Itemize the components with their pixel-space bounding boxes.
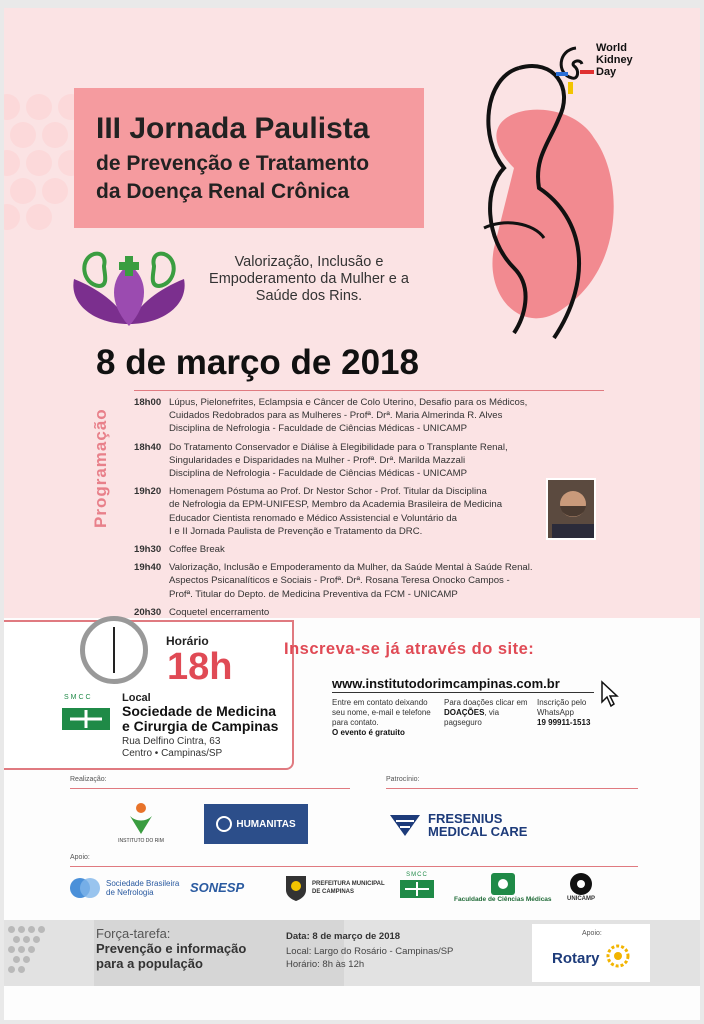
unicamp-logo: UNICAMP — [566, 872, 596, 902]
schedule-item: 19h30 Coffee Break — [134, 544, 225, 556]
sbn-logo: Sociedade Brasileira de Nefrologia — [68, 876, 179, 900]
smcc-small-icon — [400, 878, 434, 900]
schedule — [134, 396, 574, 624]
divider — [70, 788, 350, 789]
lotus-kidney-icon — [64, 234, 194, 334]
divider — [386, 788, 638, 789]
smcc-label: SMCC — [64, 694, 93, 701]
event-date: 8 de março de 2018 — [96, 343, 419, 382]
title-line-1: III Jornada Paulista — [96, 112, 370, 145]
registration-headline: Inscreva-se já através do site: — [284, 640, 535, 658]
sonesp-logo: SONESP — [190, 880, 245, 895]
flyer — [4, 8, 700, 1020]
humanitas-icon — [216, 816, 232, 832]
footer-date: Data: 8 de março de 2018 — [286, 931, 401, 942]
title-line-3: da Doença Renal Crônica — [96, 180, 350, 203]
task-force-tagline: Prevenção e informação para a população — [96, 941, 247, 971]
portrait-photo — [546, 478, 596, 540]
clock-icon — [80, 616, 148, 684]
schedule-item: 18h00 Lúpus, Pielonefrites, Eclampsia e Câncer de Colo Uterino, Desafio para os Médicos, Cuidados Redobrados para as Mulheres - Profª. Drª. Maria Almerinda R. Alves Disciplina de Nefrologia - Faculdade de Ciências Médicas - UNICAMP — [134, 397, 528, 435]
schedule-item: 20h30 Coquetel encerramento — [134, 606, 270, 618]
local-label: Local — [122, 692, 151, 704]
instituto-do-rim-logo: INSTITUTO DO RIM — [116, 802, 166, 844]
prefeitura-logo: PREFEITURA MUNICIPAL DE CAMPINAS — [284, 874, 385, 902]
fresenius-logo: FRESENIUS MEDICAL CARE — [388, 812, 527, 838]
subtitle: Valorização, Inclusão e Empoderamento da Mulher e a Saúde dos Rins. — [209, 254, 409, 304]
cursor-icon — [600, 680, 620, 708]
fcm-icon — [490, 872, 516, 896]
schedule-item: 19h20 Homenagem Póstuma ao Prof. Dr Nestor Schor - Prof. Titular da Disciplina de Nefrologia da EPM-UNIFESP, Membro da Academia Brasileira de Medicina Educador Cientista renomado e Médico Assistencial e Voluntário da I e II Jornada Paulista de Prevenção e Tratamento da DRC. — [134, 486, 503, 537]
smcc-small-logo: SMCC — [400, 872, 434, 900]
schedule-item: 19h40 Valorização, Inclusão e Empoderamento da Mulher, da Saúde Mental à Saúde Renal. Aspectos Psicanalíticos e Sociais - Profª. Drª. Rosana Teresa Onocko Campos - Profª. Titular do Depto. de Medicina Preventiva da FCM - UNICAMP — [134, 562, 533, 600]
task-force-label: Força-tarefa: — [96, 926, 171, 941]
world-kidney-day-text: World Kidney Day — [596, 42, 633, 78]
realizacao-label: Realização: — [70, 776, 107, 783]
divider — [332, 692, 594, 693]
donation-info: Para doações clicar em DOAÇÕES, via pagseguro — [444, 698, 528, 727]
unicamp-icon — [566, 872, 596, 896]
humanitas-logo: HUMANITAS — [204, 804, 308, 844]
rotary-logo: Apoio: Rotary — [532, 924, 650, 982]
patrocinio-label: Patrocínio: — [386, 776, 420, 783]
title-line-2: de Prevenção e Tratamento — [96, 152, 370, 175]
fcm-logo: Faculdade de Ciências Médicas — [454, 872, 552, 903]
world-kidney-day-logo-icon — [554, 44, 598, 96]
fresenius-icon — [388, 812, 422, 838]
footer-location: Local: Largo do Rosário - Campinas/SP Horário: 8h às 12h — [286, 946, 454, 970]
program-label: Programação — [91, 408, 110, 528]
campinas-crest-icon — [284, 874, 308, 902]
time-label: Horário — [166, 634, 209, 648]
venue-name: Sociedade de Medicina e Cirurgia de Campinas — [122, 703, 279, 734]
apoio-label: Apoio: — [70, 854, 90, 861]
instituto-do-rim-icon — [126, 802, 156, 836]
sbn-icon — [68, 876, 102, 900]
venue-address: Rua Delfino Cintra, 63 Centro • Campinas/SP — [122, 736, 223, 759]
divider — [70, 866, 638, 867]
woman-silhouette-icon — [424, 48, 654, 348]
website-link[interactable]: www.institutodorimcampinas.com.br — [332, 676, 560, 691]
whatsapp-info: Inscrição pelo WhatsApp 19 99911-1513 — [537, 698, 591, 727]
rotary-wheel-icon — [606, 944, 630, 968]
schedule-item: 18h40 Do Tratamento Conservador e Diálise à Elegibilidade para o Transplante Renal, Singularidades e Disparidades na Mulher - Profª. Drª. Marilda Mazzali Disciplina de Nefrologia - Faculdade de Ciências Médicas - UNICAMP — [134, 441, 508, 480]
time-value: 18h — [167, 646, 233, 688]
smcc-logo-icon — [62, 698, 110, 738]
contact-info: Entre em contato deixando seu nome, e-mail e telefone para contato. O evento é gratuito — [332, 698, 431, 737]
divider — [134, 390, 604, 391]
